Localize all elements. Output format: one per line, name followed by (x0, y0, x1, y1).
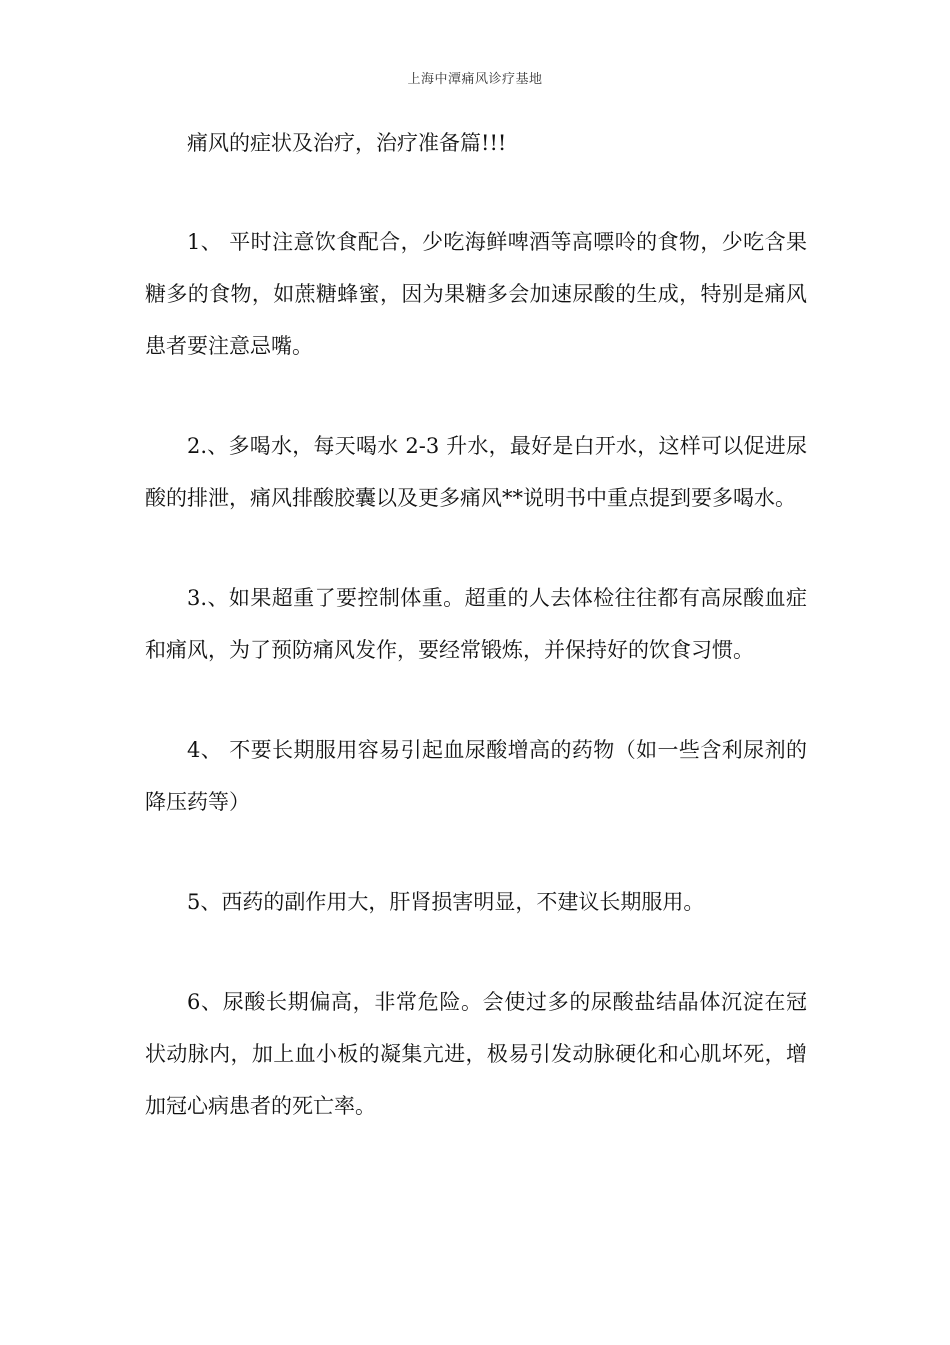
paragraph-4: 4、 不要长期服用容易引起血尿酸增高的药物（如一些含利尿剂的降压药等） (145, 738, 807, 814)
paragraph-5: 5、西药的副作用大，肝肾损害明显，不建议长期服用。 (187, 890, 705, 914)
paragraph-6: 6、尿酸长期偏高，非常危险。会使过多的尿酸盐结晶体沉淀在冠状动脉内，加上血小板的凝集亢进，极易引发动脉硬化和心肌坏死，增加冠心病患者的死亡率。 (145, 990, 807, 1118)
paragraph-2: 2.、多喝水，每天喝水 2-3 升水，最好是白开水，这样可以促进尿酸的排泄，痛风排酸胶囊以及更多痛风**说明书中重点提到要多喝水。 (145, 434, 807, 510)
document-body (145, 120, 807, 1132)
page-header: 上海中潭痛风诊疗基地 (407, 72, 543, 87)
paragraph-1: 1、 平时注意饮食配合，少吃海鲜啤酒等高嘌呤的食物，少吃含果糖多的食物，如蔗糖蜂蜜，因为果糖多会加速尿酸的生成，特别是痛风患者要注意忌嘴。 (145, 230, 807, 358)
paragraph-3: 3.、如果超重了要控制体重。超重的人去体检往往都有高尿酸血症和痛风，为了预防痛风发作，要经常锻炼，并保持好的饮食习惯。 (145, 586, 807, 662)
document-title: 痛风的症状及治疗，治疗准备篇!!! (187, 131, 507, 155)
